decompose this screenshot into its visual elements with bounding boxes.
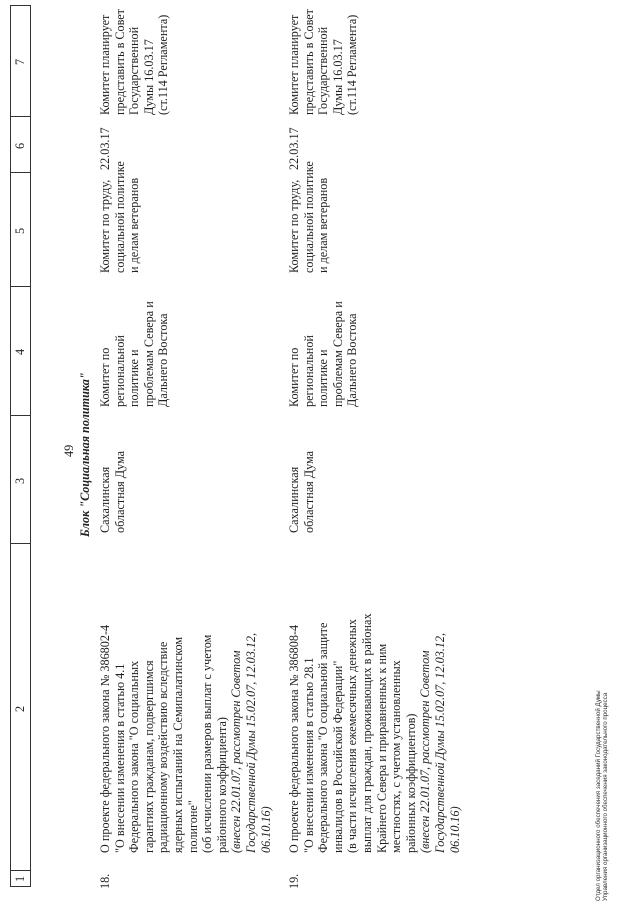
column-number: 2 — [13, 705, 27, 712]
text-line: О проекте федерального закона № 386802-4 — [98, 624, 112, 853]
text-line: социальной политике — [301, 161, 316, 273]
text-line: Комитет по — [287, 347, 301, 407]
block-title: Блок "Социальная политика" — [78, 372, 92, 537]
text-line: социальной политике — [112, 161, 127, 273]
text-line: Государственной Думы 15.02.07, 12.03.12, — [432, 632, 447, 853]
text-line: районного коэффициента) — [214, 717, 229, 853]
text-line: политике и — [127, 349, 142, 407]
text-line: Сахалинская — [98, 466, 112, 533]
header-bottom-border — [30, 5, 31, 887]
co-executor-committee — [287, 161, 331, 273]
text-line: Комитет по — [98, 347, 112, 407]
text-line: Крайнего Севера и приравненных к ним — [374, 643, 389, 853]
text-line: ядерных испытаний на Семипалатинском — [170, 636, 185, 853]
header-divider — [10, 543, 31, 544]
text-line: радиационному воздействию вследствие — [156, 641, 171, 853]
bill-description — [98, 625, 273, 853]
text-line: Думы 16.03.17 — [330, 39, 345, 115]
planned-date: 22.03.17 — [98, 127, 112, 170]
text-line: проблемам Севера и — [330, 301, 345, 407]
text-line: проблемам Севера и — [141, 301, 156, 407]
header-divider — [10, 172, 31, 173]
text-line: гарантиях гражданам, подвергшимся — [141, 660, 156, 853]
text-line: 06.10.16) — [447, 806, 462, 853]
text-line: 06.10.16) — [258, 806, 273, 853]
text-line: Государственной Думы 15.02.07, 12.03.12, — [243, 632, 258, 853]
text-line: региональной — [301, 335, 316, 407]
column-number: 7 — [13, 58, 27, 65]
header-divider — [10, 415, 31, 416]
text-line: Федерального закона "О социальной защите — [316, 622, 331, 853]
text-line: и делам ветеранов — [127, 177, 142, 273]
text-line: областная Дума — [301, 450, 316, 533]
text-line: "О внесении изменения в статью 28.1 — [301, 657, 316, 853]
column-number: 1 — [13, 875, 27, 882]
footer-line: Отдел организационного обеспечения заседаний Государственной Думы — [595, 690, 602, 901]
text-line: Дальнего Востока — [156, 313, 171, 407]
row-number: 19. — [287, 873, 301, 889]
text-line: Комитет по труду, — [98, 179, 112, 273]
bill-description — [287, 613, 462, 853]
header-divider — [10, 116, 31, 117]
row-number: 18. — [98, 873, 112, 889]
text-line: и делам ветеранов — [316, 177, 331, 273]
text-line: политике и — [316, 349, 331, 407]
footer-line: Управления организационного обеспечения законодательного процесса — [602, 692, 610, 901]
text-line: О проекте федерального закона № 386808-4 — [287, 624, 301, 853]
text-line: Комитет планирует — [287, 14, 301, 115]
text-line: полигоне" — [185, 800, 200, 853]
header-divider — [10, 870, 31, 871]
text-line: (внесен 22.01.07, рассмотрен Советом — [418, 650, 433, 853]
text-line: Комитет планирует — [98, 14, 112, 115]
column-number: 4 — [13, 348, 27, 355]
responsible-committee — [98, 301, 171, 407]
text-line: представить в Совет — [112, 8, 127, 115]
text-line: (об исчислении размеров выплат с учетом — [200, 634, 215, 853]
text-line: Комитет по труду, — [287, 179, 301, 273]
planned-date: 22.03.17 — [287, 127, 301, 170]
text-line: (внесен 22.01.07, рассмотрен Советом — [229, 650, 244, 853]
co-executor-committee — [98, 161, 142, 273]
text-line: областная Дума — [112, 450, 127, 533]
text-line: представить в Совет — [301, 8, 316, 115]
text-line: Федерального закона "О социальных — [127, 660, 142, 853]
text-line: (ст.114 Регламента) — [156, 14, 171, 115]
column-number: 5 — [13, 227, 27, 234]
text-line: (в части исчисления ежемесячных денежных — [345, 619, 360, 853]
header-left-border — [10, 886, 31, 887]
text-line: инвалидов в Российской Федерации" — [330, 660, 345, 853]
footer — [595, 690, 610, 901]
text-line: выплат для граждан, проживающих в районах — [359, 613, 374, 853]
text-line: "О внесении изменения в статью 4.1 — [112, 663, 127, 853]
text-line: районных коэффициентов) — [403, 713, 418, 853]
note — [98, 9, 171, 115]
text-line: местностях, с учетом установленных — [389, 660, 404, 853]
column-number: 6 — [13, 142, 27, 149]
text-line: Государственной — [127, 26, 142, 115]
column-number: 3 — [13, 477, 27, 484]
initiator — [287, 451, 316, 533]
header-divider — [10, 286, 31, 287]
header-right-border — [10, 5, 31, 6]
note — [287, 9, 360, 115]
page-number: 49 — [62, 444, 76, 457]
text-line: Сахалинская — [287, 466, 301, 533]
text-line: региональной — [112, 335, 127, 407]
text-line: Государственной — [316, 26, 331, 115]
text-line: Дальнего Востока — [345, 313, 360, 407]
header-top-border — [10, 5, 11, 887]
responsible-committee — [287, 301, 360, 407]
text-line: (ст.114 Регламента) — [345, 14, 360, 115]
initiator — [98, 451, 127, 533]
text-line: Думы 16.03.17 — [141, 39, 156, 115]
